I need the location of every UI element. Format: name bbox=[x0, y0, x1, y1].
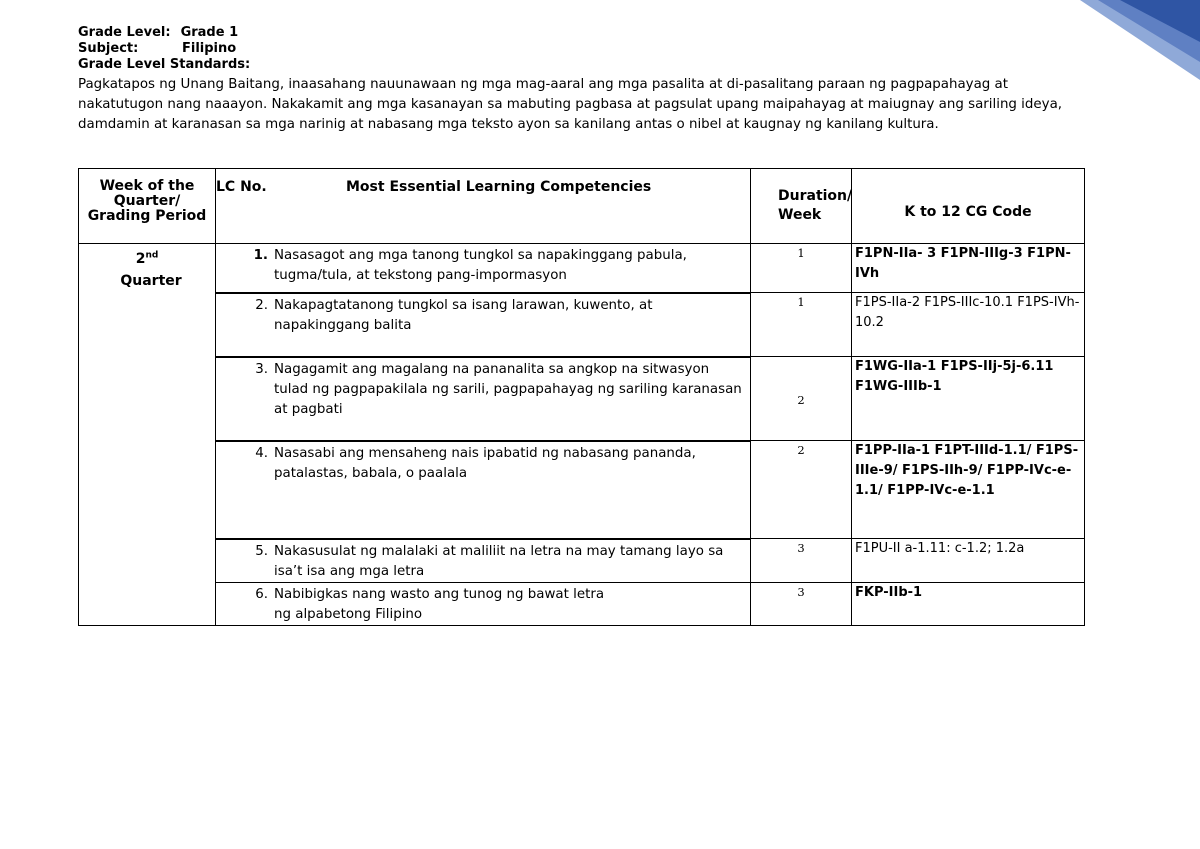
competency-text: Nasasabi ang mensaheng nais ipabatid ng nabasang pananda, patalastas, babala, o paalala bbox=[274, 445, 696, 481]
competency-text: Nagagamit ang magalang na pananalita sa angkop na sitwasyon tulad ng pagpapakilala ng sarili, pagpapahayag ng sariling karanasan at pagbati bbox=[274, 361, 742, 417]
competency-text: Nabibigkas nang wasto ang tunog ng bawat letra ng alpabetong Filipino bbox=[274, 586, 605, 622]
grade-level-line bbox=[78, 25, 1088, 41]
competency-number: 2. bbox=[255, 297, 268, 313]
corner-decoration bbox=[1080, 0, 1200, 80]
grade-level-value: Grade 1 bbox=[180, 25, 239, 40]
competency-text: Nakasusulat ng malalaki at maliliit na letra na may tamang layo sa isa’t isa ang mga letra bbox=[274, 543, 724, 579]
duration-header-line1: Duration/ bbox=[778, 188, 853, 204]
competency-cell bbox=[216, 441, 751, 539]
table-row bbox=[79, 539, 1085, 583]
standards-label: Grade Level Standards: bbox=[78, 57, 251, 72]
table-row bbox=[79, 441, 1085, 539]
duration-cell: 3 bbox=[751, 582, 852, 625]
code-cell: F1PS-IIa-2 F1PS-IIIc-10.1 F1PS-IVh-10.2 bbox=[852, 293, 1085, 357]
grade-level-label: Grade Level: bbox=[78, 25, 171, 40]
competency-cell bbox=[216, 582, 751, 625]
code-header: K to 12 CG Code bbox=[852, 169, 1085, 244]
duration-cell: 2 bbox=[751, 441, 852, 539]
competencies-table bbox=[78, 168, 1085, 626]
competency-number: 5. bbox=[255, 543, 268, 559]
document-header bbox=[78, 25, 1088, 135]
code-cell: F1PN-IIa- 3 F1PN-IIIg-3 F1PN-IVh bbox=[852, 244, 1085, 293]
duration-cell: 1 bbox=[751, 244, 852, 293]
standards-text: Pagkatapos ng Unang Baitang, inaasahang nauunawaan ng mga mag-aaral ang mga pasalita at di-pasalitang paraan ng pagpapahayag at nakatutugon nang naaayon. Nakakamit ang mga kasanayan sa mabuting pagbasa at pagsulat upang maipahayag at maiugnay ang sariling ideya, damdamin at karanasan sa mga narinig at nabasang mga teksto ayon sa kanilang antas o nibel at kaugnay ng kanilang kultura. bbox=[78, 77, 1063, 132]
competency-number: 3. bbox=[255, 361, 268, 377]
competency-text: Nasasagot ang mga tanong tungkol sa napakinggang pabula, tugma/tula, at tekstong pang-impormasyon bbox=[274, 248, 687, 283]
week-header-line1: Week of the bbox=[99, 178, 195, 194]
competency-number: 4. bbox=[255, 445, 268, 461]
table-row bbox=[79, 357, 1085, 441]
week-header-line3: Grading Period bbox=[87, 208, 207, 224]
subject-value: Filipino bbox=[182, 41, 237, 56]
duration-cell: 1 bbox=[751, 293, 852, 357]
week-header bbox=[79, 169, 216, 244]
duration-cell: 3 bbox=[751, 539, 852, 583]
lc-no-header: LC No. bbox=[216, 179, 267, 195]
competency-cell bbox=[216, 539, 751, 583]
table-row bbox=[79, 293, 1085, 357]
code-cell: F1WG-IIa-1 F1PS-IIj-5j-6.11 F1WG-IIIb-1 bbox=[852, 357, 1085, 441]
code-cell: FKP-IIb-1 bbox=[852, 582, 1085, 625]
subject-line bbox=[78, 41, 1088, 57]
week-header-line2: Quarter/ bbox=[113, 193, 181, 209]
duration-cell: 2 bbox=[751, 357, 852, 441]
duration-header-line2: Week bbox=[778, 207, 822, 223]
competency-number: 1. bbox=[253, 248, 268, 263]
table-header-row bbox=[79, 169, 1085, 244]
code-cell: F1PP-IIa-1 F1PT-IIId-1.1/ F1PS-IIIe-9/ F1PS-IIh-9/ F1PP-IVc-e- 1.1/ F1PP-IVc-e-1.1 bbox=[852, 441, 1085, 539]
competency-cell bbox=[216, 293, 751, 357]
table-row bbox=[79, 582, 1085, 625]
competency-number: 6. bbox=[255, 586, 268, 602]
duration-header bbox=[751, 169, 852, 244]
competency-cell bbox=[216, 244, 751, 293]
subject-label: Subject: bbox=[78, 41, 139, 56]
quarter-cell bbox=[79, 244, 216, 626]
quarter-ordinal: 2 bbox=[135, 251, 146, 267]
melc-header: Most Essential Learning Competencies bbox=[346, 179, 652, 195]
code-cell: F1PU-II a-1.11: c-1.2; 1.2a bbox=[852, 539, 1085, 583]
quarter-label: Quarter bbox=[120, 273, 182, 289]
competency-text: Nakapagtatanong tungkol sa isang larawan, kuwento, at napakinggang balita bbox=[274, 297, 653, 333]
quarter-suffix: nd bbox=[145, 250, 159, 261]
competencies-header bbox=[216, 169, 751, 244]
table-row bbox=[79, 244, 1085, 293]
competency-cell bbox=[216, 357, 751, 441]
